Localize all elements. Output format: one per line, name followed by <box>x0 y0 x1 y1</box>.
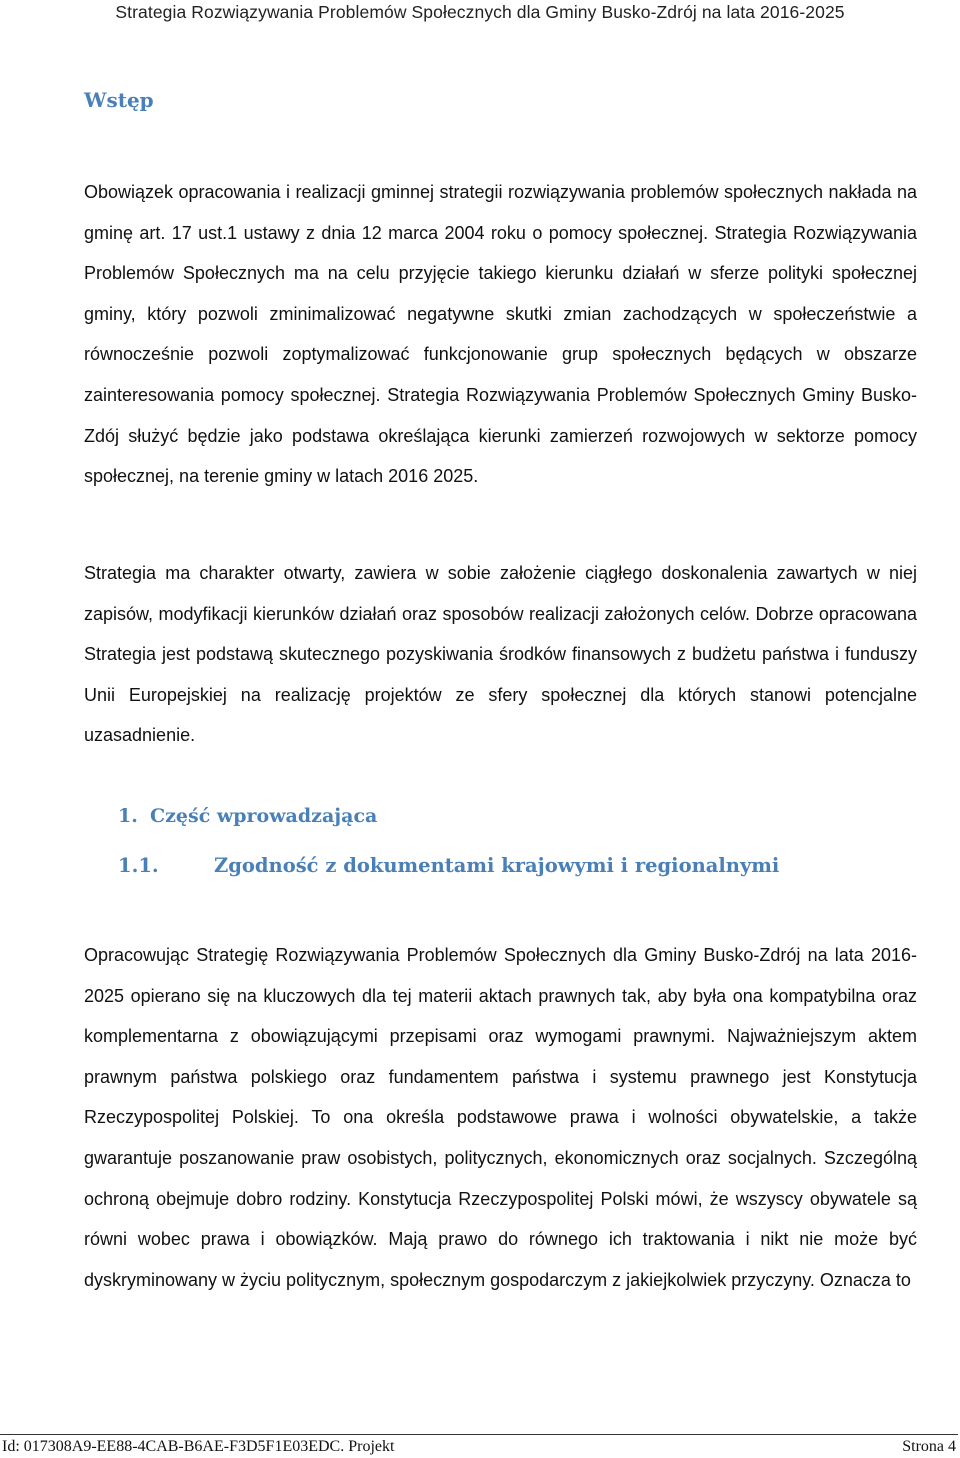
intro-paragraph-2: Strategia ma charakter otwarty, zawiera w sobie założenie ciągłego doskonalenia zawartych w niej zapisów, modyfikacji kierunków działań oraz sposobów realizacji założonych celów. Dobrze opracowana Strategia jest podstawą skutecznego pozyskiwania środków finansowych z budżetu państwa i funduszy Unii Europejskiej na realizację projektów ze sfery społecznej dla których stanowi potencjalne uzasadnienie. <box>84 563 917 746</box>
section-1-1-paragraph: Opracowując Strategię Rozwiązywania Problemów Społecznych dla Gminy Busko-Zdrój na lata 2016-2025 opierano się na kluczowych dla tej materii aktach prawnych tak, aby była ona kompatybilna oraz komplementarna z obowiązującymi przepisami oraz wymogami prawnymi. Najważniejszym aktem prawnym państwa polskiego oraz fundamentem państwa i systemu prawnego jest Konstytucja Rzeczypospolitej Polskiej. To ona określa podstawowe prawa i wolności obywatelskie, a także gwarantuje poszanowanie praw osobistych, politycznych, ekonomicznych oraz socjalnych. Szczególną ochroną obejmuje dobro rodziny. Konstytucja Rzeczypospolitej Polski mówi, że wszyscy obywatele są równi wobec prawa i obowiązków. Mają prawo do równego ich traktowania i nikt nie może być dyskryminowany w życiu politycznym, społecznym gospodarczym z jakiejkolwiek przyczyny. Oznacza to <box>84 945 917 1290</box>
section-1-title: Część wprowadzająca <box>150 805 378 827</box>
footer-page-number: Strona 4 <box>902 1438 956 1455</box>
intro-heading: Wstęp <box>84 88 154 112</box>
footer-document-id: Id: 017308A9-EE88-4CAB-B6AE-F3D5F1E03EDC. Projekt <box>2 1438 395 1455</box>
footer-divider <box>0 1434 958 1435</box>
intro-paragraph-1: Obowiązek opracowania i realizacji gminnej strategii rozwiązywania problemów społecznych nakłada na gminę art. 17 ust.1 ustawy z dnia 12 marca 2004 roku o pomocy społecznej. Strategia Rozwiązywania Problemów Społecznych ma na celu przyjęcie takiego kierunku działań w sferze polityki społecznej gminy, który pozwoli zminimalizować negatywne skutki zmian zachodzących w społeczeństwie a równocześnie pozwoli zoptymalizować funkcjonowanie grup społecznych będących w obszarze zainteresowania pomocy społecznej. Strategia Rozwiązywania Problemów Społecznych Gminy Busko-Zdój służyć będzie jako podstawa określająca kierunki zamierzeń rozwojowych w sektorze pomocy społecznej, na terenie gminy w latach 2016 2025. <box>84 182 917 487</box>
section-1-heading <box>118 805 377 827</box>
section-1-1-number: 1.1. <box>118 854 159 877</box>
section-1-1-title: Zgodność z dokumentami krajowymi i regionalnymi <box>214 854 780 877</box>
section-1-number: 1. <box>118 805 138 827</box>
section-1-1-heading <box>118 854 779 877</box>
running-header: Strategia Rozwiązywania Problemów Społecznych dla Gminy Busko-Zdrój na lata 2016-2025 <box>115 2 845 22</box>
